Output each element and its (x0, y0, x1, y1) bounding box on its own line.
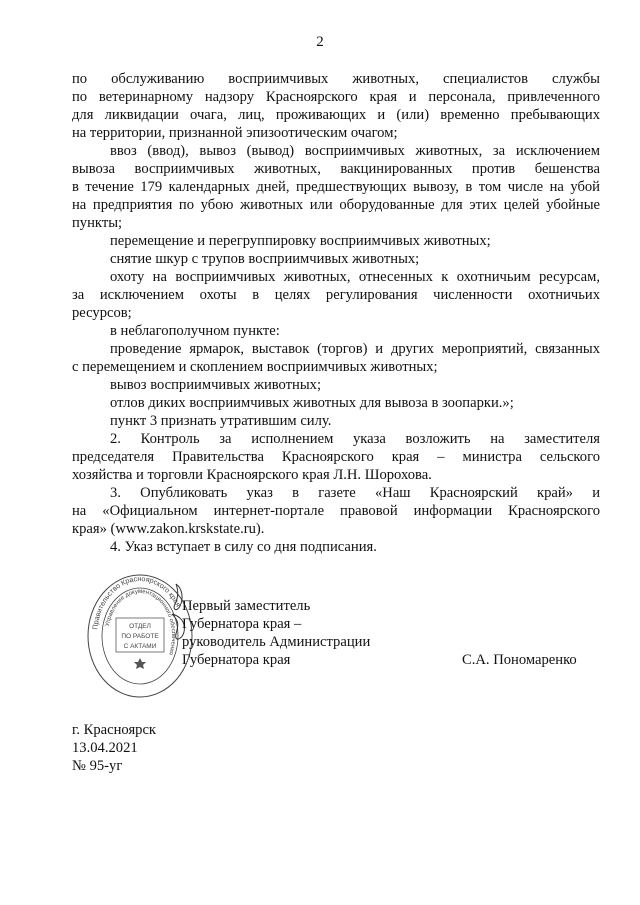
body-line: председателя Правительства Красноярского края – министра сельского (72, 449, 600, 465)
body-line: для ликвидации очага, лиц, проживающих и (или) временно пребывающих (72, 107, 600, 123)
body-line: вывоз восприимчивых животных; (110, 377, 322, 393)
body-line: 4. Указ вступает в силу со дня подписания. (110, 539, 377, 555)
signatory-title-line: Губернатора края – (182, 616, 302, 632)
body-line: на «Официальном интернет-портале правовой информации Красноярского (72, 503, 600, 519)
body-line: 2. Контроль за исполнением указа возложить на заместителя (110, 431, 600, 447)
stamp-center-line: ПО РАБОТЕ (121, 633, 159, 640)
body-line: по ветеринарному надзору Красноярского края и персонала, привлеченного (72, 89, 600, 105)
stamp-center-line: С АКТАМИ (123, 643, 157, 650)
star-icon (134, 658, 146, 669)
body-line: 3. Опубликовать указ в газете «Наш Красноярский край» и (110, 485, 600, 501)
stamp-outer-text: Правительство Красноярского края (90, 574, 183, 631)
body-line: вывоза восприимчивых животных, вакцинированных против бешенства (72, 161, 600, 177)
signatory-title-line: Губернатора края (182, 652, 291, 668)
body-line: на предприятия по убою животных или оборудованные для этих целей убойные (72, 197, 600, 213)
signatory-name: С.А. Пономаренко (462, 652, 577, 668)
body-line: на территории, признанной эпизоотическим очагом; (72, 125, 398, 141)
body-line: за исключением охоты в целях регулирования численности охотничьих (72, 287, 600, 303)
stamp-center-line: ОТДЕЛ (129, 623, 151, 630)
signatory-title-line: руководитель Администрации (182, 634, 371, 650)
body-line: перемещение и перегруппировку восприимчивых животных; (110, 233, 491, 249)
body-line: с перемещением и скоплением восприимчивых животных; (72, 359, 438, 375)
body-line: снятие шкур с трупов восприимчивых животных; (110, 251, 420, 267)
body-line: проведение ярмарок, выставок (торгов) и других мероприятий, связанных (110, 341, 600, 357)
signatory-title-line: Первый заместитель (182, 598, 311, 614)
body-line: ввоз (ввод), вывоз (вывод) восприимчивых животных, за исключением (110, 143, 600, 159)
official-stamp (86, 574, 194, 698)
page-number: 2 (316, 34, 324, 50)
body-line: хозяйства и торговли Красноярского края Л.Н. Шорохова. (72, 467, 432, 483)
body-line: пункты; (72, 215, 123, 231)
body-line: пункт 3 признать утратившим силу. (110, 413, 332, 429)
body-line: края» (www.zakon.krskstate.ru). (72, 521, 265, 537)
body-line: в течение 179 календарных дней, предшествующих вывозу, в том числе на убой (72, 179, 600, 195)
document-date: 13.04.2021 (72, 740, 138, 756)
document-number: № 95-уг (72, 758, 123, 774)
body-line: отлов диких восприимчивых животных для вывоза в зоопарки.»; (110, 395, 514, 411)
body-line: по обслуживанию восприимчивых животных, специалистов службы (72, 71, 600, 87)
body-line: охоту на восприимчивых животных, отнесенных к охотничьим ресурсам, (110, 269, 600, 285)
stamp-inner-text: Управление документационного обеспечения (104, 588, 177, 656)
body-line: ресурсов; (72, 305, 132, 321)
body-line: в неблагополучном пункте: (110, 323, 280, 339)
document-place: г. Красноярск (72, 722, 157, 738)
